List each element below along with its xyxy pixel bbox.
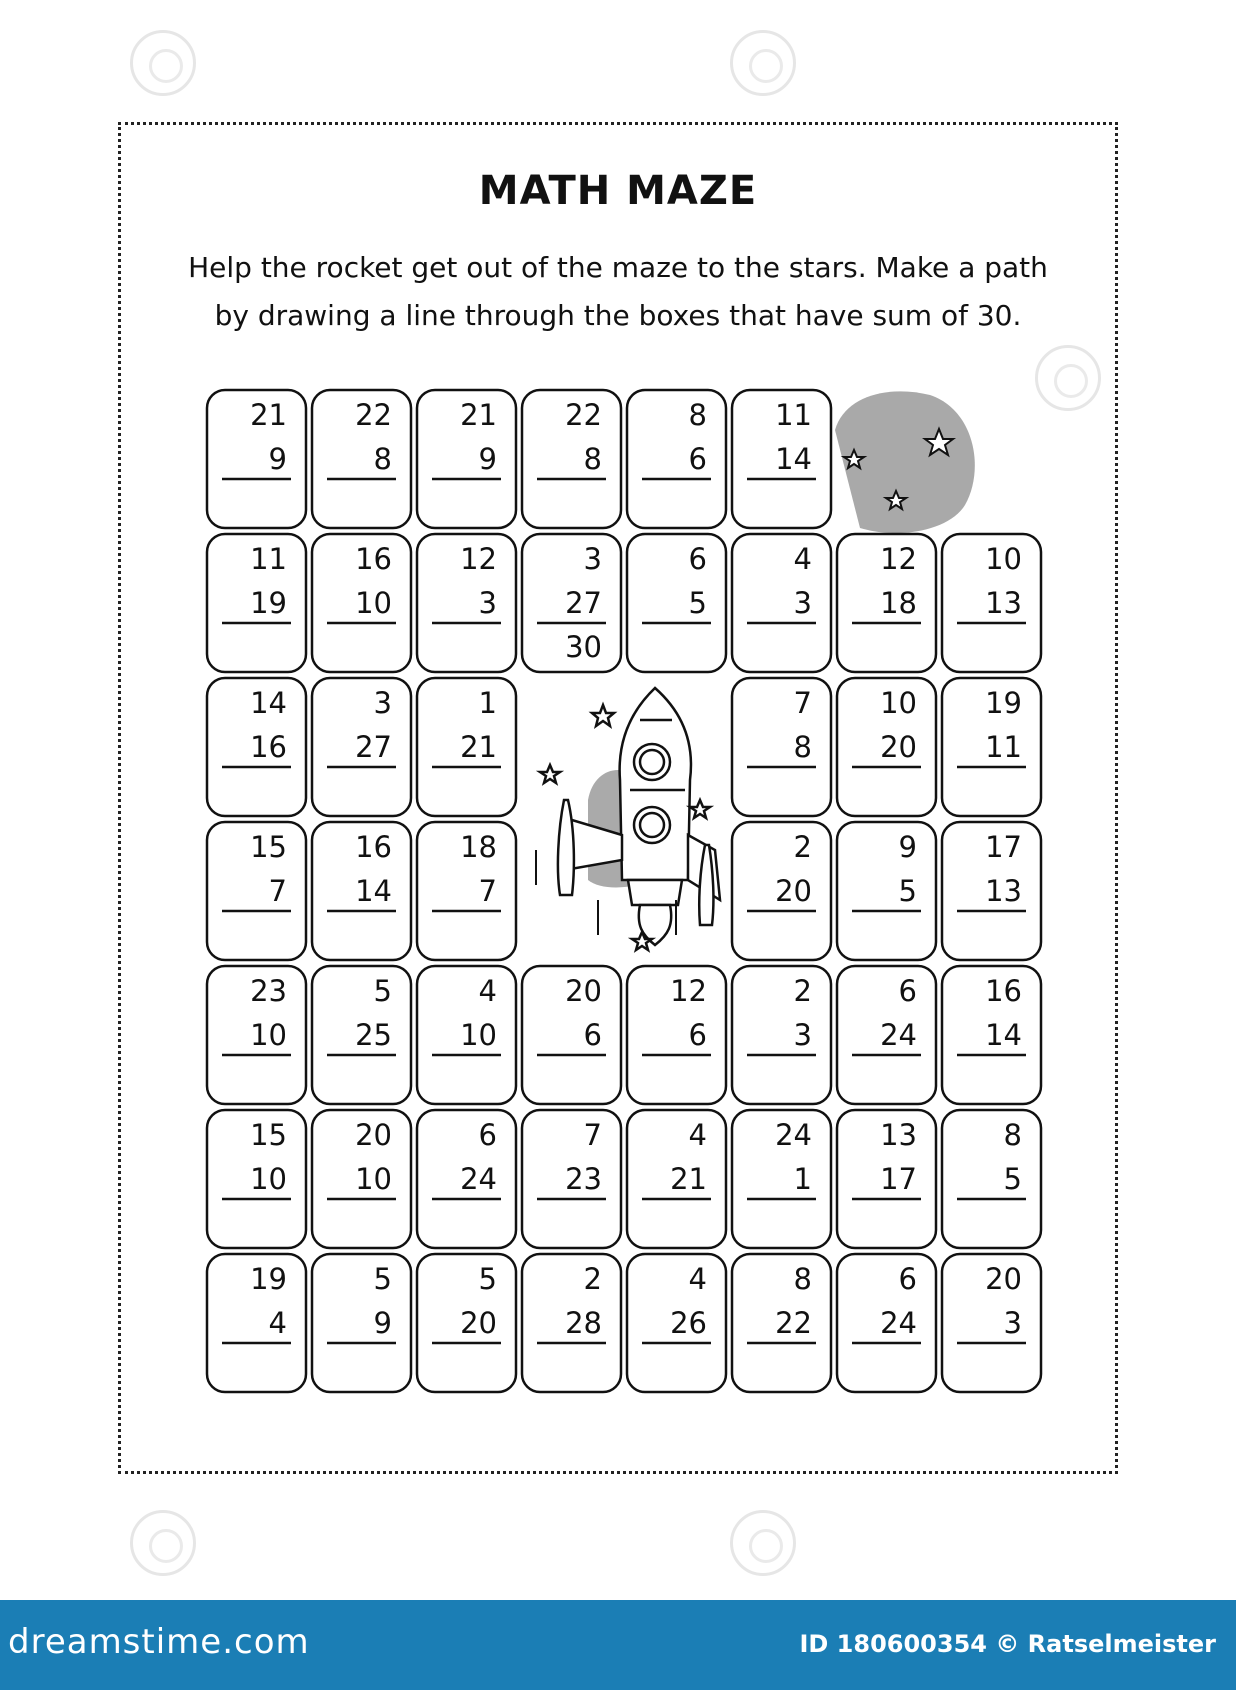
footer-bar xyxy=(0,1600,1236,1690)
addend-top: 10 xyxy=(985,542,1022,576)
addend-bottom: 24 xyxy=(880,1018,917,1052)
addend-bottom: 24 xyxy=(460,1162,497,1196)
addend-top: 1 xyxy=(478,686,497,720)
addend-bottom: 28 xyxy=(565,1306,602,1340)
addend-bottom: 13 xyxy=(985,874,1022,908)
addend-bottom: 3 xyxy=(478,586,497,620)
addend-bottom: 10 xyxy=(460,1018,497,1052)
addend-top: 17 xyxy=(985,830,1022,864)
addend-top: 8 xyxy=(688,398,707,432)
addend-top: 4 xyxy=(478,974,497,1008)
addend-bottom: 6 xyxy=(583,1018,602,1052)
addend-bottom: 8 xyxy=(583,442,602,476)
addend-top: 12 xyxy=(460,542,497,576)
maze-box[interactable] xyxy=(312,1110,411,1248)
addend-top: 12 xyxy=(670,974,707,1008)
addend-top: 19 xyxy=(250,1262,287,1296)
addend-bottom: 6 xyxy=(688,442,707,476)
addend-top: 11 xyxy=(775,398,812,432)
maze-box[interactable] xyxy=(312,534,411,672)
maze-box[interactable] xyxy=(417,678,516,816)
maze-box[interactable] xyxy=(417,390,516,528)
addend-bottom: 9 xyxy=(373,1306,392,1340)
addend-top: 3 xyxy=(583,542,602,576)
addend-top: 8 xyxy=(793,1262,812,1296)
addend-top: 16 xyxy=(355,542,392,576)
maze-box[interactable] xyxy=(417,1110,516,1248)
brand-logo[interactable]: dreamstime.com xyxy=(8,1622,310,1662)
addend-top: 22 xyxy=(565,398,602,432)
addend-bottom: 24 xyxy=(880,1306,917,1340)
addend-top: 7 xyxy=(583,1118,602,1152)
addend-top: 11 xyxy=(250,542,287,576)
addend-bottom: 3 xyxy=(793,586,812,620)
addend-top: 21 xyxy=(250,398,287,432)
maze-box[interactable] xyxy=(207,1110,306,1248)
addend-top: 16 xyxy=(985,974,1022,1008)
addend-top: 8 xyxy=(1003,1118,1022,1152)
maze-box[interactable] xyxy=(522,966,621,1104)
addend-top: 13 xyxy=(880,1118,917,1152)
addend-bottom: 21 xyxy=(460,730,497,764)
maze-box[interactable] xyxy=(732,966,831,1104)
addend-bottom: 19 xyxy=(250,586,287,620)
addend-top: 9 xyxy=(898,830,917,864)
maze-box[interactable] xyxy=(732,1110,831,1248)
addend-bottom: 6 xyxy=(688,1018,707,1052)
maze-box[interactable] xyxy=(627,390,726,528)
addend-top: 22 xyxy=(355,398,392,432)
addend-bottom: 4 xyxy=(268,1306,287,1340)
addend-top: 6 xyxy=(898,974,917,1008)
addend-top: 2 xyxy=(583,1262,602,1296)
addend-bottom: 5 xyxy=(1003,1162,1022,1196)
addend-bottom: 22 xyxy=(775,1306,812,1340)
addend-top: 23 xyxy=(250,974,287,1008)
addend-bottom: 17 xyxy=(880,1162,917,1196)
moon-with-stars-icon xyxy=(835,391,975,533)
addend-top: 20 xyxy=(985,1262,1022,1296)
watermark-logo xyxy=(130,1510,196,1576)
star-icon xyxy=(592,705,614,726)
addend-top: 6 xyxy=(688,542,707,576)
watermark-logo xyxy=(730,30,796,96)
maze-box[interactable] xyxy=(207,390,306,528)
addend-top: 2 xyxy=(793,974,812,1008)
maze-box[interactable] xyxy=(942,534,1041,672)
addend-top: 4 xyxy=(688,1118,707,1152)
addend-bottom: 7 xyxy=(268,874,287,908)
maze-box[interactable] xyxy=(312,966,411,1104)
watermark-logo xyxy=(1035,345,1101,411)
maze-box[interactable] xyxy=(942,1254,1041,1392)
maze-box[interactable] xyxy=(942,1110,1041,1248)
addend-bottom: 23 xyxy=(565,1162,602,1196)
addend-top: 2 xyxy=(793,830,812,864)
addend-top: 12 xyxy=(880,542,917,576)
rocket-icon xyxy=(536,688,720,950)
star-icon xyxy=(690,800,710,818)
addend-top: 4 xyxy=(688,1262,707,1296)
addend-bottom: 25 xyxy=(355,1018,392,1052)
addend-top: 18 xyxy=(460,830,497,864)
maze-box[interactable] xyxy=(627,1110,726,1248)
maze-box[interactable] xyxy=(522,534,621,672)
maze-box[interactable] xyxy=(837,822,936,960)
maze-box[interactable] xyxy=(732,822,831,960)
maze-box[interactable] xyxy=(942,678,1041,816)
addend-top: 16 xyxy=(355,830,392,864)
addend-top: 24 xyxy=(775,1118,812,1152)
maze-box[interactable] xyxy=(207,534,306,672)
maze-box[interactable] xyxy=(732,534,831,672)
maze-box[interactable] xyxy=(732,1254,831,1392)
addend-bottom: 14 xyxy=(355,874,392,908)
watermark-logo xyxy=(130,30,196,96)
addend-bottom: 5 xyxy=(688,586,707,620)
maze-box[interactable] xyxy=(837,1254,936,1392)
addend-bottom: 21 xyxy=(670,1162,707,1196)
addend-bottom: 27 xyxy=(355,730,392,764)
instructions-line-2: by drawing a line through the boxes that have sum of 30. xyxy=(214,299,1022,332)
addend-top: 20 xyxy=(565,974,602,1008)
addend-bottom: 9 xyxy=(268,442,287,476)
addend-top: 4 xyxy=(793,542,812,576)
addend-top: 10 xyxy=(880,686,917,720)
addend-bottom: 8 xyxy=(373,442,392,476)
addend-bottom: 18 xyxy=(880,586,917,620)
maze-box[interactable] xyxy=(837,1110,936,1248)
addend-top: 20 xyxy=(355,1118,392,1152)
addend-bottom: 14 xyxy=(775,442,812,476)
maze-box[interactable] xyxy=(732,678,831,816)
maze-box[interactable] xyxy=(522,1254,621,1392)
addend-bottom: 3 xyxy=(793,1018,812,1052)
addend-top: 6 xyxy=(898,1262,917,1296)
addend-bottom: 11 xyxy=(985,730,1022,764)
maze-box[interactable] xyxy=(417,1254,516,1392)
addend-bottom: 14 xyxy=(985,1018,1022,1052)
maze-box[interactable] xyxy=(732,390,831,528)
maze-box[interactable] xyxy=(417,822,516,960)
maze-box[interactable] xyxy=(207,678,306,816)
addend-bottom: 1 xyxy=(793,1162,812,1196)
addend-top: 15 xyxy=(250,830,287,864)
maze-box[interactable] xyxy=(627,966,726,1104)
addend-top: 14 xyxy=(250,686,287,720)
addend-bottom: 20 xyxy=(460,1306,497,1340)
maze-box[interactable] xyxy=(942,822,1041,960)
maze-box[interactable] xyxy=(522,390,621,528)
addend-top: 5 xyxy=(478,1262,497,1296)
addend-bottom: 7 xyxy=(478,874,497,908)
maze-box[interactable] xyxy=(837,966,936,1104)
maze-box[interactable] xyxy=(417,534,516,672)
maze-box[interactable] xyxy=(312,822,411,960)
maze-box[interactable] xyxy=(942,966,1041,1104)
addend-bottom: 20 xyxy=(775,874,812,908)
maze-box[interactable] xyxy=(627,534,726,672)
addend-bottom: 13 xyxy=(985,586,1022,620)
addend-bottom: 26 xyxy=(670,1306,707,1340)
addend-bottom: 10 xyxy=(250,1162,287,1196)
addend-top: 21 xyxy=(460,398,497,432)
maze-box[interactable] xyxy=(417,966,516,1104)
stock-id: ID 180600354 © Ratselmeister xyxy=(799,1630,1216,1658)
addend-top: 5 xyxy=(373,974,392,1008)
maze-box[interactable] xyxy=(207,822,306,960)
addend-bottom: 27 xyxy=(565,586,602,620)
addend-bottom: 16 xyxy=(250,730,287,764)
addend-top: 5 xyxy=(373,1262,392,1296)
maze-box[interactable] xyxy=(837,534,936,672)
maze-box[interactable] xyxy=(627,1254,726,1392)
maze-box[interactable] xyxy=(312,1254,411,1392)
addend-top: 19 xyxy=(985,686,1022,720)
star-icon xyxy=(540,765,560,783)
addend-bottom: 5 xyxy=(898,874,917,908)
maze-box[interactable] xyxy=(837,678,936,816)
addend-top: 15 xyxy=(250,1118,287,1152)
instructions-line-1: Help the rocket get out of the maze to the stars. Make a path xyxy=(188,251,1048,284)
addend-bottom: 3 xyxy=(1003,1306,1022,1340)
addend-bottom: 10 xyxy=(250,1018,287,1052)
maze-box[interactable] xyxy=(312,678,411,816)
addend-top: 6 xyxy=(478,1118,497,1152)
maze-box[interactable] xyxy=(522,1110,621,1248)
addend-bottom: 8 xyxy=(793,730,812,764)
maze-box[interactable] xyxy=(312,390,411,528)
addend-top: 3 xyxy=(373,686,392,720)
addend-bottom: 10 xyxy=(355,586,392,620)
sum-answer: 30 xyxy=(565,630,602,664)
addend-top: 7 xyxy=(793,686,812,720)
worksheet-title: MATH MAZE xyxy=(478,168,758,214)
addend-bottom: 20 xyxy=(880,730,917,764)
addend-bottom: 10 xyxy=(355,1162,392,1196)
addend-bottom: 9 xyxy=(478,442,497,476)
maze-box[interactable] xyxy=(207,966,306,1104)
maze-box[interactable] xyxy=(207,1254,306,1392)
watermark-logo xyxy=(730,1510,796,1576)
